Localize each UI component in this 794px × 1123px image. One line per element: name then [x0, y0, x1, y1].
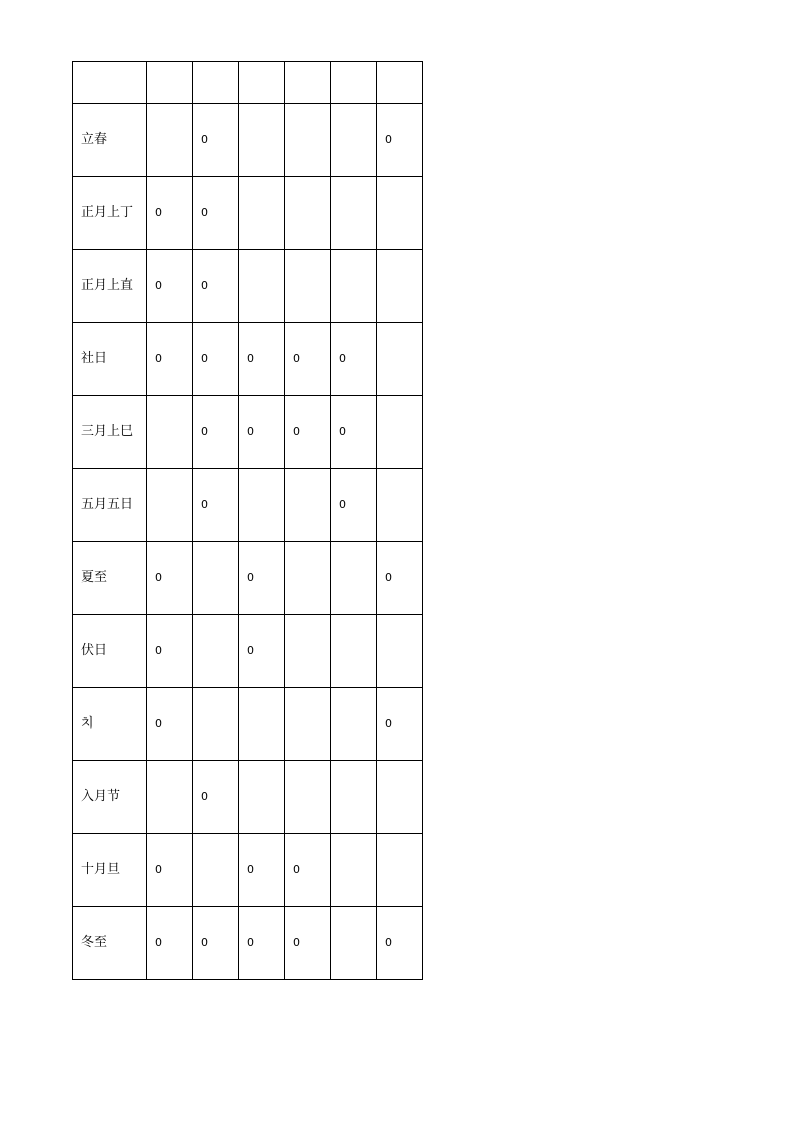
- table-cell: [377, 396, 423, 469]
- table-cell: [377, 761, 423, 834]
- header-cell: [147, 62, 193, 104]
- table-row: [73, 396, 423, 469]
- table-cell: [147, 761, 193, 834]
- table-row: [73, 250, 423, 323]
- table-body: [73, 62, 423, 980]
- table-cell: 0: [193, 250, 239, 323]
- header-cell: [193, 62, 239, 104]
- table-row: [73, 688, 423, 761]
- table-cell: [285, 761, 331, 834]
- table-cell: [285, 469, 331, 542]
- table-row: [73, 761, 423, 834]
- table-cell: [239, 761, 285, 834]
- header-row: [73, 62, 423, 104]
- table-cell: [331, 761, 377, 834]
- table-row: [73, 104, 423, 177]
- row-label: 社日: [73, 323, 147, 396]
- row-label: 入月节: [73, 761, 147, 834]
- table-cell: 0: [285, 323, 331, 396]
- table-cell: [331, 688, 377, 761]
- table-cell: [239, 177, 285, 250]
- table-cell: 0: [239, 907, 285, 980]
- table-cell: 0: [377, 907, 423, 980]
- table-cell: 0: [239, 542, 285, 615]
- table-cell: 0: [285, 396, 331, 469]
- header-cell: [331, 62, 377, 104]
- table-cell: [239, 104, 285, 177]
- table-cell: 0: [147, 177, 193, 250]
- table-cell: 0: [331, 323, 377, 396]
- table-cell: [331, 104, 377, 177]
- table-cell: 0: [377, 104, 423, 177]
- table-cell: 0: [239, 323, 285, 396]
- table-row: [73, 834, 423, 907]
- table-cell: [193, 542, 239, 615]
- table-cell: 0: [147, 323, 193, 396]
- table-cell: 0: [193, 396, 239, 469]
- table-cell: 0: [147, 834, 193, 907]
- row-label: 伏日: [73, 615, 147, 688]
- table-cell: [285, 177, 331, 250]
- row-label: 正月上直: [73, 250, 147, 323]
- table-cell: [239, 688, 285, 761]
- row-label: 치: [73, 688, 147, 761]
- table-row: [73, 177, 423, 250]
- table-cell: 0: [239, 834, 285, 907]
- table-cell: [193, 688, 239, 761]
- row-label: 夏至: [73, 542, 147, 615]
- table-cell: [147, 469, 193, 542]
- table-cell: 0: [377, 542, 423, 615]
- table-cell: [331, 907, 377, 980]
- table-cell: [239, 469, 285, 542]
- table-cell: [377, 250, 423, 323]
- row-label: 正月上丁: [73, 177, 147, 250]
- table-cell: [147, 104, 193, 177]
- table-cell: 0: [285, 907, 331, 980]
- table-cell: 0: [377, 688, 423, 761]
- header-cell: [285, 62, 331, 104]
- table-cell: 0: [331, 396, 377, 469]
- table-cell: 0: [147, 615, 193, 688]
- table-cell: 0: [239, 396, 285, 469]
- table-row: [73, 907, 423, 980]
- table-cell: 0: [147, 542, 193, 615]
- table-cell: [331, 834, 377, 907]
- table-row: [73, 542, 423, 615]
- table-cell: 0: [147, 907, 193, 980]
- table-cell: [331, 250, 377, 323]
- table-cell: 0: [331, 469, 377, 542]
- table-cell: [285, 104, 331, 177]
- table-cell: 0: [285, 834, 331, 907]
- row-label: 立春: [73, 104, 147, 177]
- table-cell: 0: [239, 615, 285, 688]
- festival-table: [72, 61, 423, 980]
- table-cell: [331, 542, 377, 615]
- table-cell: 0: [193, 177, 239, 250]
- table-cell: [331, 177, 377, 250]
- table-cell: 0: [193, 323, 239, 396]
- table-cell: [377, 177, 423, 250]
- table-row: [73, 615, 423, 688]
- table-cell: 0: [193, 907, 239, 980]
- row-label: 十月旦: [73, 834, 147, 907]
- table-row: [73, 323, 423, 396]
- table-cell: [193, 834, 239, 907]
- header-cell: [239, 62, 285, 104]
- table-cell: 0: [193, 761, 239, 834]
- table-row: [73, 469, 423, 542]
- header-cell: [73, 62, 147, 104]
- table-cell: [285, 250, 331, 323]
- row-label: 五月五日: [73, 469, 147, 542]
- table-cell: [377, 834, 423, 907]
- table-cell: 0: [193, 469, 239, 542]
- table-cell: [285, 615, 331, 688]
- table-cell: 0: [193, 104, 239, 177]
- header-cell: [377, 62, 423, 104]
- table-cell: [147, 396, 193, 469]
- table-cell: [285, 688, 331, 761]
- table-cell: [377, 469, 423, 542]
- table-cell: 0: [147, 250, 193, 323]
- table-cell: [285, 542, 331, 615]
- table-cell: [377, 615, 423, 688]
- table-cell: [331, 615, 377, 688]
- table-cell: [377, 323, 423, 396]
- row-label: 三月上巳: [73, 396, 147, 469]
- table-cell: [239, 250, 285, 323]
- table-cell: [193, 615, 239, 688]
- row-label: 冬至: [73, 907, 147, 980]
- table-cell: 0: [147, 688, 193, 761]
